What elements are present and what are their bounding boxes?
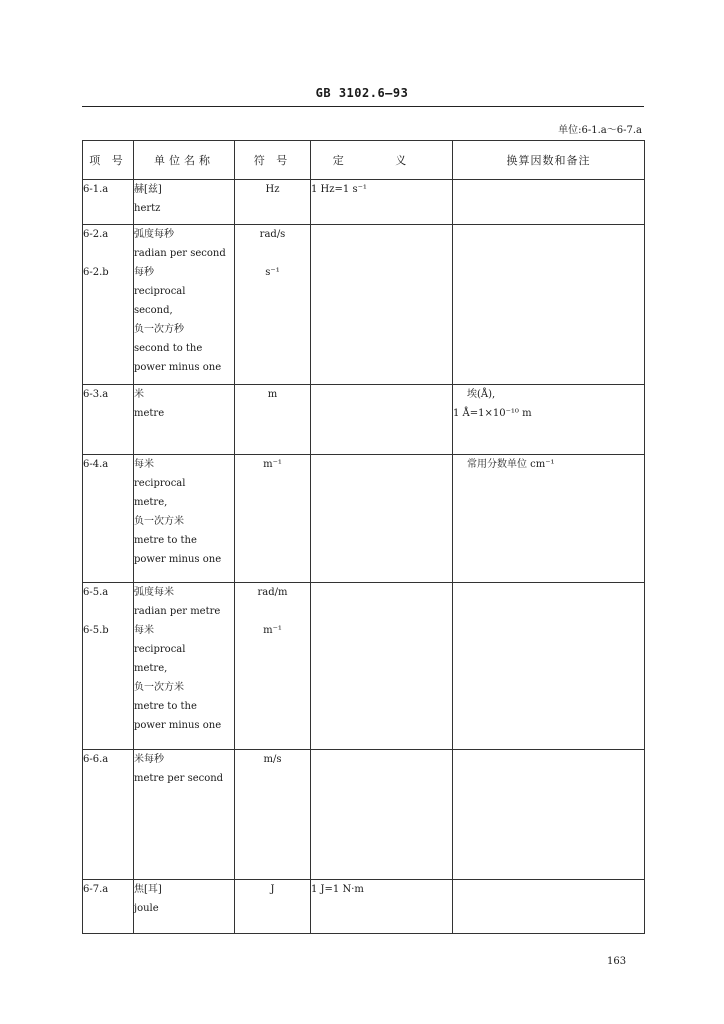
unit-name-line: 弧度每秒 [134, 229, 174, 240]
item-number-spacer [83, 244, 133, 263]
item-number: 6-2.a [83, 229, 109, 240]
remark-line: 埃(Å), [467, 389, 496, 400]
unit-name-line: 每米 [134, 625, 154, 636]
unit-symbol: m⁻¹ [263, 625, 282, 636]
remarks-cell [453, 455, 645, 583]
table-row [83, 455, 645, 583]
column-header-item: 项 号 [83, 141, 134, 180]
unit-name-line: metre to the [134, 535, 197, 546]
unit-symbol: m⁻¹ [263, 459, 282, 470]
symbol-cell [235, 583, 311, 750]
unit-name-line: 每秒 [134, 267, 154, 278]
symbol-cell [235, 455, 311, 583]
symbol-cell [235, 750, 311, 880]
definition-cell [311, 583, 453, 750]
remarks-cell [453, 385, 645, 455]
unit-name-cell [134, 750, 235, 880]
table-row [83, 583, 645, 750]
definition-cell [311, 880, 453, 934]
table-row [83, 385, 645, 455]
column-header-definition: 定 义 [311, 141, 453, 180]
item-number-spacer [83, 602, 133, 621]
unit-name-cell [134, 583, 235, 750]
unit-name-line: reciprocal [134, 286, 186, 297]
unit-symbol-spacer [235, 602, 310, 621]
unit-name-line: power minus one [134, 720, 222, 731]
unit-name-cell [134, 180, 235, 225]
symbol-cell [235, 180, 311, 225]
item-number: 6-7.a [83, 884, 109, 895]
item-number: 6-5.b [83, 625, 109, 636]
header-rule [82, 106, 644, 107]
item-number: 6-1.a [83, 184, 109, 195]
item-number-cell [83, 455, 134, 583]
unit-name-line: power minus one [134, 554, 222, 565]
unit-name-line: 负一次方米 [134, 516, 184, 527]
item-number-cell [83, 225, 134, 385]
unit-name-line: radian per second [134, 248, 226, 259]
unit-name-line: 赫[兹] [134, 184, 162, 195]
definition-cell [311, 180, 453, 225]
table-header-row [83, 141, 645, 180]
definition-text: 1 Hz=1 s⁻¹ [311, 184, 367, 195]
unit-name-line: metre per second [134, 773, 224, 784]
item-number-cell [83, 880, 134, 934]
definition-text: 1 J=1 N·m [311, 884, 364, 895]
unit-name-line: 焦[耳] [134, 884, 162, 895]
units-table [82, 140, 645, 934]
unit-name-cell [134, 225, 235, 385]
unit-symbol: rad/s [259, 229, 286, 240]
table-row [83, 880, 645, 934]
item-number: 6-2.b [83, 267, 109, 278]
unit-name-line: power minus one [134, 362, 222, 373]
unit-name-line: metre, [134, 663, 168, 674]
unit-name-line: 每米 [134, 459, 154, 470]
definition-cell [311, 385, 453, 455]
table-row [83, 750, 645, 880]
table-row [83, 225, 645, 385]
column-header-name: 单位名称 [134, 141, 235, 180]
definition-cell [311, 750, 453, 880]
unit-range-note: 单位:6-1.a～6-7.a [558, 125, 642, 136]
unit-name-line: hertz [134, 203, 161, 214]
item-number: 6-4.a [83, 459, 109, 470]
remarks-cell [453, 225, 645, 385]
item-number-cell [83, 180, 134, 225]
unit-symbol: m/s [263, 754, 282, 765]
unit-name-line: metre [134, 408, 165, 419]
table-row [83, 180, 645, 225]
unit-name-line: 弧度每米 [134, 587, 174, 598]
definition-cell [311, 455, 453, 583]
item-number: 6-3.a [83, 389, 109, 400]
unit-symbol: Hz [265, 184, 280, 195]
column-header-symbol: 符 号 [235, 141, 311, 180]
remarks-cell [453, 880, 645, 934]
item-number: 6-5.a [83, 587, 109, 598]
column-header-remarks: 换算因数和备注 [453, 141, 645, 180]
unit-name-cell [134, 455, 235, 583]
unit-name-cell [134, 385, 235, 455]
unit-name-line: 负一次方米 [134, 682, 184, 693]
unit-name-line: 米每秒 [134, 754, 164, 765]
unit-name-line: 负一次方秒 [134, 324, 184, 335]
unit-symbol: s⁻¹ [265, 267, 280, 278]
unit-symbol: J [270, 884, 275, 895]
unit-name-line: reciprocal [134, 478, 186, 489]
unit-symbol: rad/m [257, 587, 288, 598]
unit-symbol-spacer [235, 244, 310, 263]
remark-line: 1 Å=1×10⁻¹⁰ m [453, 408, 532, 419]
item-number-cell [83, 385, 134, 455]
symbol-cell [235, 385, 311, 455]
symbol-cell [235, 880, 311, 934]
unit-name-line: metre to the [134, 701, 197, 712]
unit-symbol: m [267, 389, 278, 400]
item-number-cell [83, 750, 134, 880]
page-number: 163 [607, 956, 627, 967]
remarks-cell [453, 750, 645, 880]
remark-line: 常用分数单位 cm⁻¹ [467, 459, 555, 470]
remarks-cell [453, 583, 645, 750]
standard-code: GB 3102.6—93 [315, 86, 409, 100]
definition-cell [311, 225, 453, 385]
remarks-cell [453, 180, 645, 225]
unit-name-line: radian per metre [134, 606, 221, 617]
unit-name-line: second, [134, 305, 173, 316]
unit-name-line: second to the [134, 343, 203, 354]
unit-name-line: metre, [134, 497, 168, 508]
unit-name-line: joule [134, 903, 159, 914]
unit-name-cell [134, 880, 235, 934]
symbol-cell [235, 225, 311, 385]
unit-name-line: reciprocal [134, 644, 186, 655]
item-number-cell [83, 583, 134, 750]
unit-name-line: 米 [134, 389, 144, 400]
item-number: 6-6.a [83, 754, 109, 765]
